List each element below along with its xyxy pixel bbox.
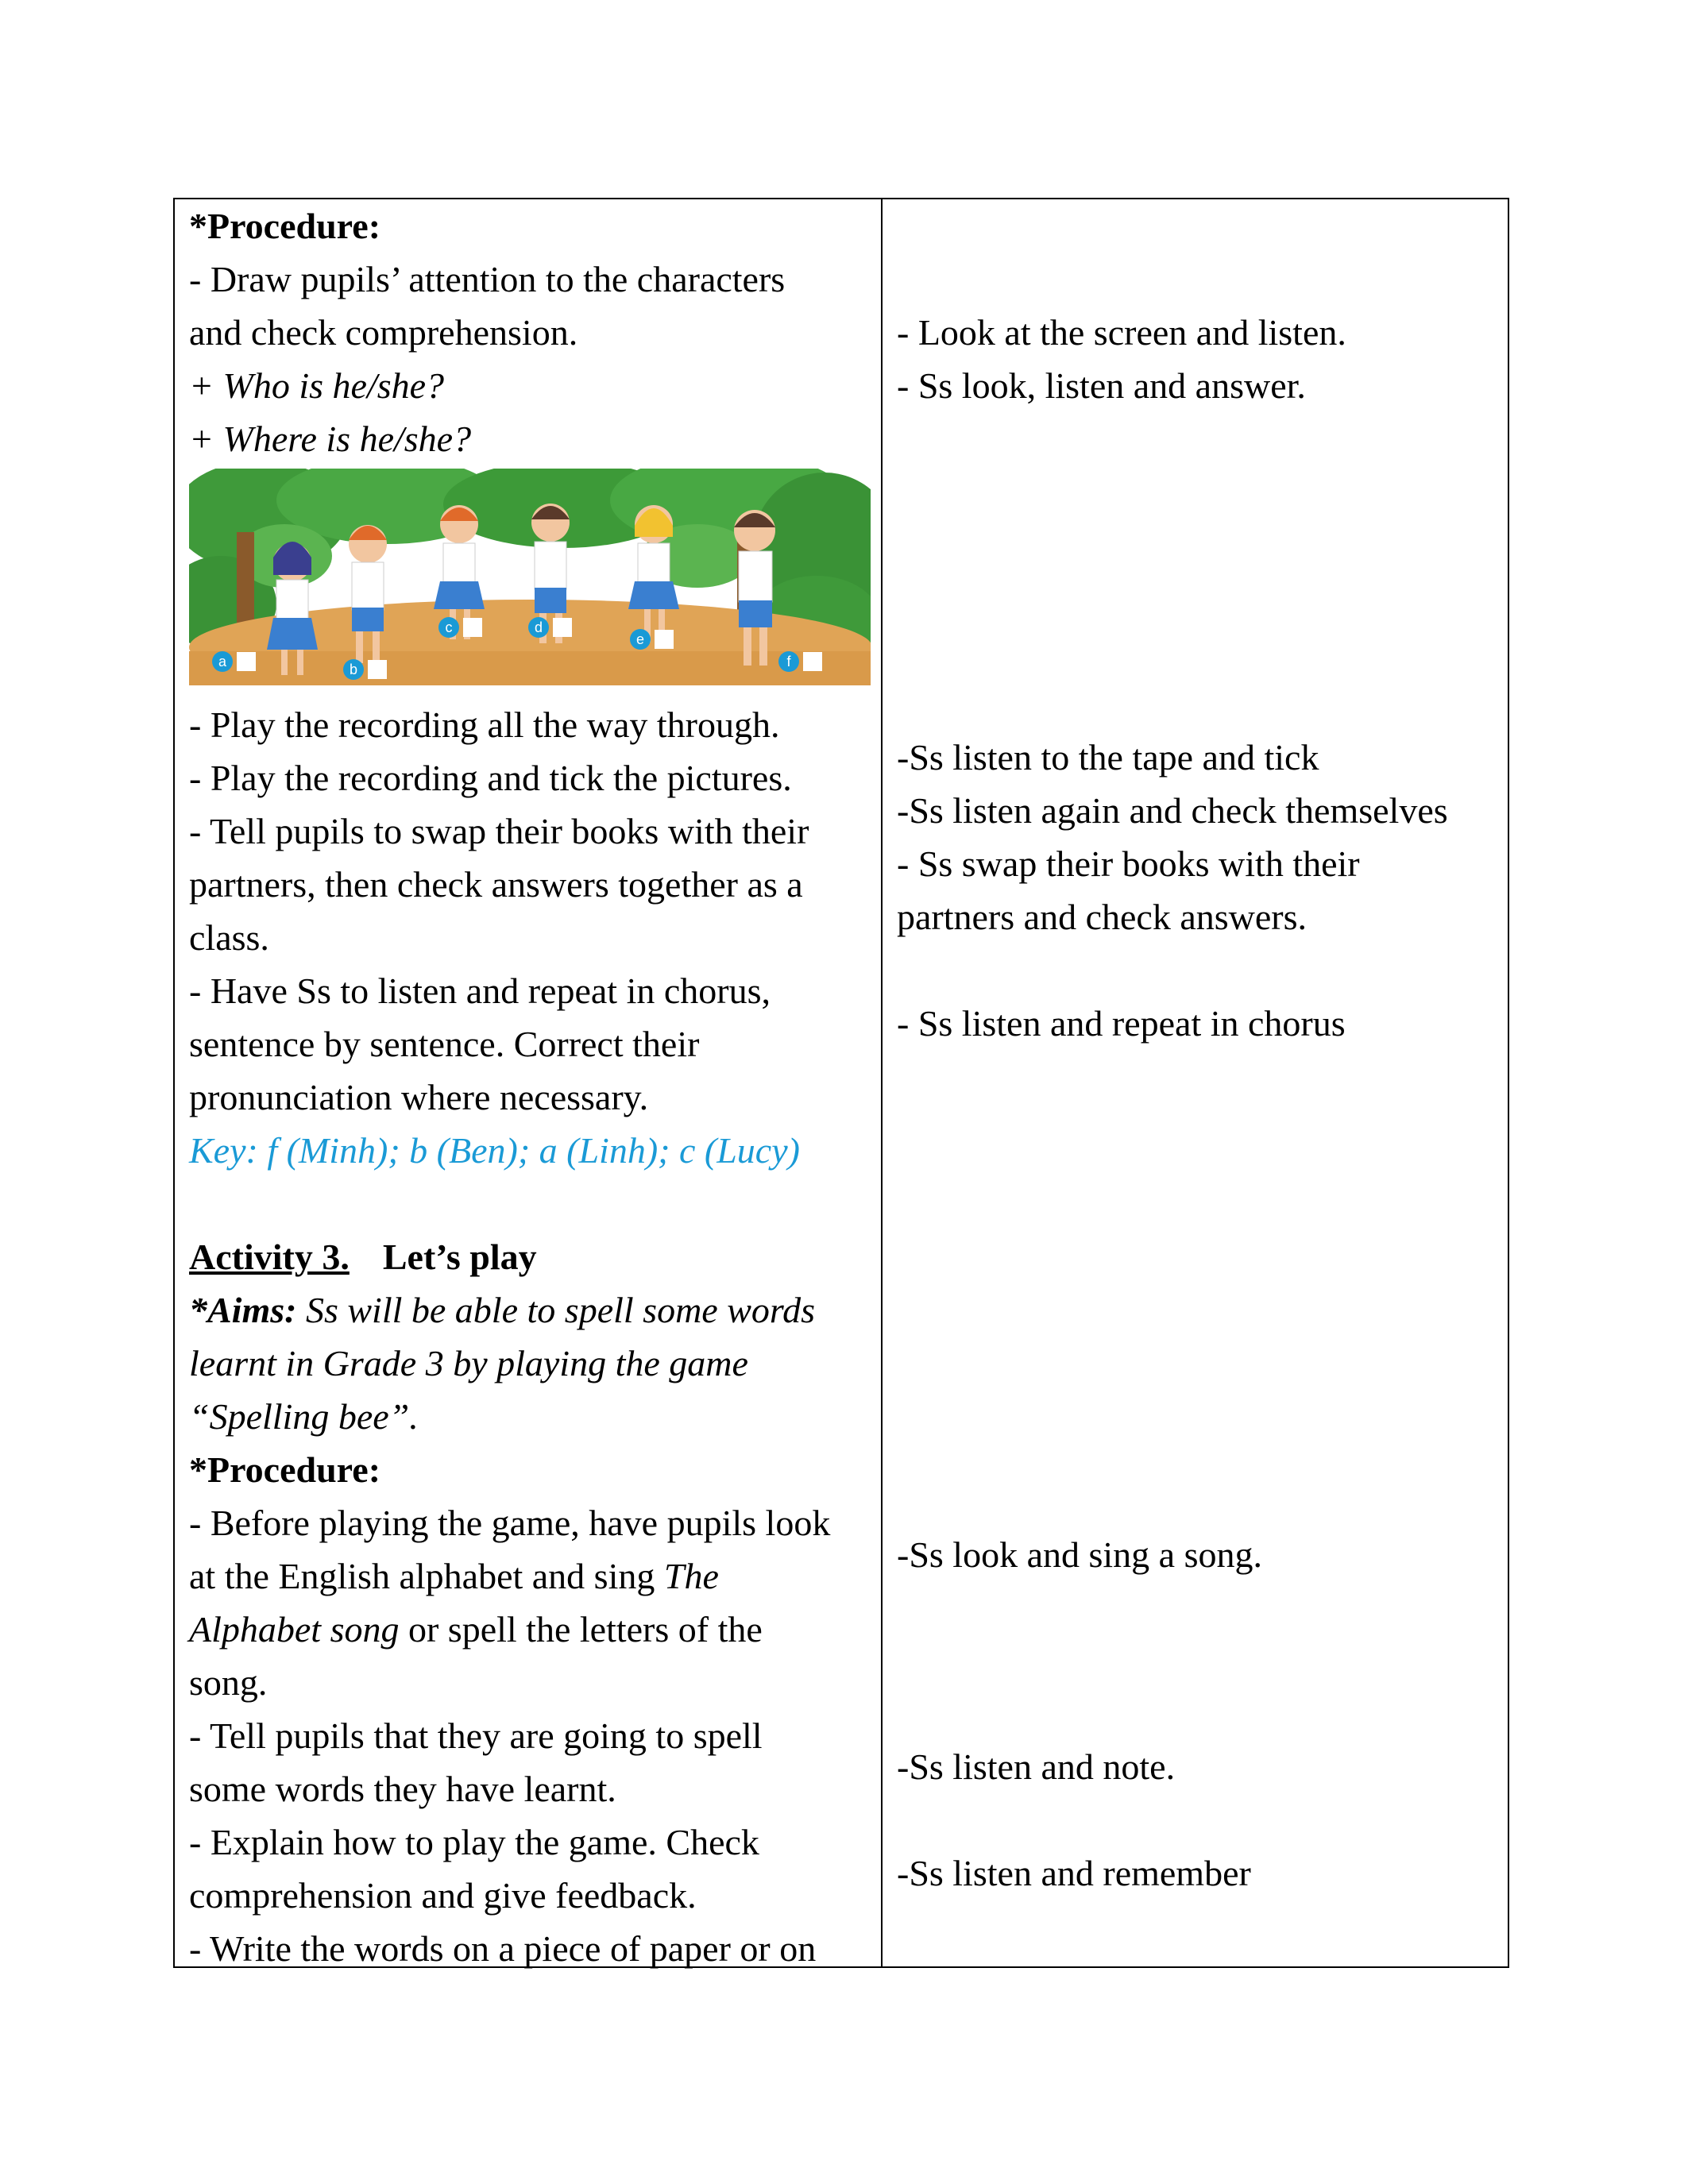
- teacher-step: song.: [189, 1662, 268, 1703]
- teacher-step: - Draw pupils’ attention to the characters: [189, 259, 786, 299]
- svg-text:b: b: [349, 662, 358, 677]
- svg-text:f: f: [786, 654, 791, 669]
- student-step: -Ss look and sing a song.: [897, 1534, 1262, 1575]
- aims-label: *Aims:: [189, 1290, 297, 1330]
- student-step: -Ss listen to the tape and tick: [897, 737, 1319, 778]
- student-step: -Ss listen and note.: [897, 1746, 1176, 1787]
- student-step: partners and check answers.: [897, 897, 1307, 937]
- aims-line: [189, 1283, 815, 1337]
- teacher-step: [189, 1549, 719, 1603]
- svg-text:c: c: [445, 619, 453, 635]
- teacher-step: some words they have learnt.: [189, 1769, 616, 1809]
- teacher-step: - Explain how to play the game. Check: [189, 1822, 759, 1862]
- song-title: The: [663, 1556, 719, 1596]
- step-text: or spell the letters of the: [399, 1609, 763, 1650]
- teacher-step: - Play the recording and tick the pictures.: [189, 758, 792, 798]
- svg-text:a: a: [218, 654, 227, 669]
- student-step: - Ss listen and repeat in chorus: [897, 1003, 1346, 1044]
- student-step: -Ss listen and remember: [897, 1853, 1251, 1893]
- teacher-step: and check comprehension.: [189, 312, 578, 353]
- teacher-step: - Play the recording all the way through.: [189, 704, 780, 745]
- step-text: at the English alphabet and sing: [189, 1556, 664, 1596]
- question-who: + Who is he/she?: [189, 365, 445, 406]
- teacher-step: [189, 1603, 763, 1656]
- teacher-step: - Before playing the game, have pupils look: [189, 1503, 831, 1543]
- teacher-step: pronunciation where necessary.: [189, 1077, 649, 1117]
- procedure-heading-2: *Procedure:: [189, 1449, 381, 1490]
- student-step: - Look at the screen and listen.: [897, 312, 1346, 353]
- teacher-step: class.: [189, 917, 269, 958]
- svg-text:e: e: [635, 631, 645, 647]
- teacher-step: - Tell pupils that they are going to spell: [189, 1715, 763, 1756]
- aims-text: learnt in Grade 3 by playing the game: [189, 1343, 748, 1383]
- question-where: + Where is he/she?: [189, 419, 472, 459]
- answer-key: Key: f (Minh); b (Ben); a (Linh); c (Lucy): [189, 1130, 800, 1171]
- teacher-step: sentence by sentence. Correct their: [189, 1024, 700, 1064]
- column-divider: [881, 199, 883, 1966]
- student-step: -Ss listen again and check themselves: [897, 790, 1448, 831]
- teacher-step: - Tell pupils to swap their books with their: [189, 811, 809, 851]
- teacher-step: partners, then check answers together as a: [189, 864, 803, 905]
- lesson-table: [173, 198, 1509, 1968]
- student-step: - Ss look, listen and answer.: [897, 365, 1306, 406]
- activity-heading: [189, 1230, 537, 1283]
- svg-text:d: d: [534, 619, 543, 635]
- procedure-heading: *Procedure:: [189, 206, 381, 246]
- activity-title: Let’s play: [382, 1237, 537, 1277]
- aims-text: Ss will be able to spell some words: [296, 1290, 815, 1330]
- student-step: - Ss swap their books with their: [897, 843, 1360, 884]
- children-illustration: [189, 469, 871, 685]
- teacher-step: comprehension and give feedback.: [189, 1875, 697, 1916]
- teacher-step: - Have Ss to listen and repeat in chorus,: [189, 970, 771, 1011]
- teacher-step: - Write the words on a piece of paper or on: [189, 1928, 817, 1969]
- activity-label: Activity 3.: [189, 1237, 350, 1277]
- aims-text: “Spelling bee”.: [189, 1396, 419, 1437]
- song-title: Alphabet song: [189, 1609, 400, 1650]
